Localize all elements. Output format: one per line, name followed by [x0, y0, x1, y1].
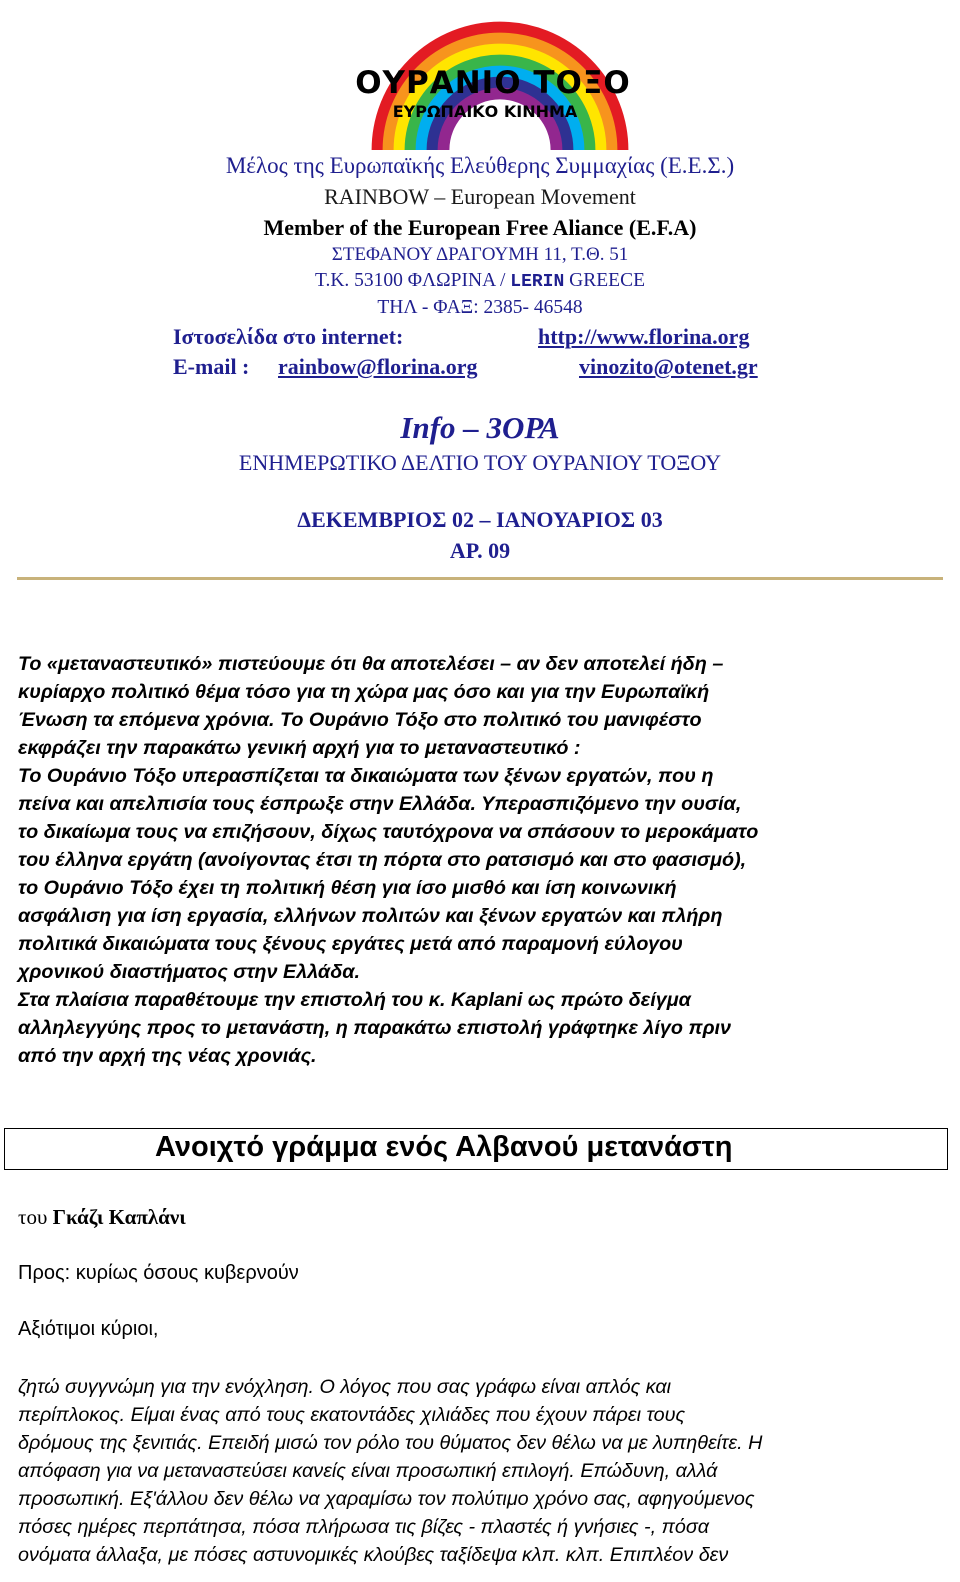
- intro-line: ασφάλιση για ίση εργασία, ελλήνων πολιτών και ξένων εργατών και πλήρη: [18, 905, 723, 927]
- letter-body: [18, 1373, 948, 1569]
- movement-english: RAINBOW – European Movement: [324, 184, 636, 209]
- letter-line: απόφαση για να μεταναστεύσει κανείς είναι προσωπική επιλογή. Επώδυνη, αλλά: [18, 1460, 718, 1482]
- letter-line: προσωπική. Εξ'άλλου δεν θέλω να χαραμίσω τον πολύτιμο χρόνο σας, αφηγούμενος: [18, 1488, 755, 1510]
- intro-line: από την αρχή της νέας χρονιάς.: [18, 1045, 317, 1067]
- phone-fax: ΤΗΛ - ΦΑΞ: 2385- 46548: [377, 297, 583, 318]
- letter-line: περίπλοκος. Είμαι ένας από τους εκατοντάδες χιλιάδες που έχουν πάρει τους: [18, 1404, 686, 1426]
- article-title: Ανοιχτό γράμμα ενός Αλβανού μετανάστη: [155, 1131, 733, 1163]
- intro-line: πείνα και απελπισία τους έσπρωξε στην Ελλάδα. Υπερασπιζόμενο την ουσία,: [18, 793, 742, 815]
- postal-prefix: Τ.Κ. 53100 ΦΛΩΡΙΝΑ /: [314, 270, 511, 291]
- website-label: Ιστοσελίδα στο internet:: [173, 324, 404, 349]
- divider-line: [17, 577, 943, 580]
- intro-line: χρονικού διαστήματος στην Ελλάδα.: [18, 961, 361, 983]
- intro-line: το Ουράνιο Τόξο έχει τη πολιτική θέση για ίσο μισθό και ίση κοινωνική: [18, 877, 677, 899]
- email-link-vinozito[interactable]: vinozito@otenet.gr: [579, 354, 758, 379]
- letter-line: πόσες ημέρες περπάτησα, πόσα πλήρωσα τις βίζες - πλαστές ή γνήσιες -, πόσα: [18, 1516, 710, 1538]
- intro-line: Το «μεταναστευτικό» πιστεύουμε ότι θα αποτελέσει – αν δεν αποτελεί ήδη –: [18, 653, 724, 675]
- intro-line: αλληλεγγύης προς το μετανάστη, η παρακάτω επιστολή γράφτηκε λίγο πριν: [18, 1017, 732, 1039]
- intro-line: Στα πλαίσια παραθέτουμε την επιστολή του κ. Kaplani ως πρώτο δείγμα: [18, 989, 691, 1011]
- intro-line: πολιτικά δικαιώματα τους ξένους εργάτες μετά από παραμονή εύλογου: [18, 933, 683, 955]
- postal-suffix: GREECE: [564, 270, 645, 291]
- postal-address: [0, 270, 960, 292]
- intro-paragraph: [18, 650, 948, 1070]
- intro-line: Ένωση τα επόμενα χρόνια. Το Ουράνιο Τόξο στο πολιτικό του μανιφέστο: [18, 709, 702, 731]
- byline-prefix: του: [18, 1205, 48, 1229]
- article-title-box: [4, 1128, 948, 1170]
- intro-line: το δικαίωμα τους να επιζήσουν, δίχως ταυτόχρονα να σπάσουν το μεροκάματο: [18, 821, 759, 843]
- postal-lerin: LERIN: [510, 272, 565, 292]
- letter-recipient: Προς: κυρίως όσους κυβερνούν: [18, 1262, 299, 1284]
- letter-salutation: Αξιότιμοι κύριοι,: [18, 1318, 159, 1340]
- membership-english: Member of the European Free Aliance (E.F.A): [263, 215, 697, 240]
- intro-line: κυρίαρχο πολιτικό θέμα τόσο για τη χώρα μας όσο και για την Ευρωπαϊκή: [18, 681, 710, 703]
- bulletin-title: Info – 3ΟΡΑ: [400, 410, 560, 445]
- website-link[interactable]: http://www.florina.org: [538, 324, 750, 349]
- letter-line: δρόμους της ξενιτιάς. Επειδή μισώ τον ρόλο του θύματος δεν θέλω να με λυπηθείτε. Η: [18, 1432, 763, 1454]
- article-byline: [18, 1205, 186, 1230]
- intro-line: Το Ουράνιο Τόξο υπερασπίζεται τα δικαιώματα των ξένων εργατών, που η: [18, 765, 714, 787]
- intro-line: του έλληνα εργάτη (ανοίγοντας έτσι τη πόρτα στο ρατσισμό και στο φασισμό),: [18, 849, 747, 871]
- letter-line: ονόματα άλλαξα, με πόσες αστυνομικές κλούβες ταξίδεψα κλπ. κλπ. Επιπλέον δεν: [18, 1544, 729, 1566]
- membership-greek: Μέλος της Ευρωπαϊκής Ελεύθερης Συμμαχίας (Ε.Ε.Σ.): [225, 153, 735, 178]
- logo-title: ΟΥΡΑΝΙΟ ΤΟΞΟ: [355, 65, 631, 101]
- bulletin-subtitle: ΕΝΗΜΕΡΩΤΙΚΟ ΔΕΛΤΙΟ ΤΟΥ ΟΥΡΑΝΙΟΥ ΤΟΞΟΥ: [238, 450, 722, 475]
- email-link-rainbow[interactable]: rainbow@florina.org: [278, 354, 478, 379]
- email-label: E-mail :: [173, 354, 250, 379]
- logo-subtitle: ΕΥΡΩΠΑΙΚΟ ΚΙΝΗΜΑ: [392, 102, 578, 121]
- article-author: Γκάζι Καπλάνι: [52, 1205, 186, 1229]
- rainbow-logo: [340, 0, 640, 160]
- bulletin-period: ΔΕΚΕΜΒΡΙΟΣ 02 – ΙΑΝΟΥΑΡΙΟΣ 03: [297, 507, 663, 532]
- street-address: ΣΤΕΦΑΝΟΥ ΔΡΑΓΟΥΜΗ 11, Τ.Θ. 51: [331, 244, 629, 265]
- intro-line: εκφράζει την παρακάτω γενική αρχή για το μεταναστευτικό :: [18, 737, 581, 759]
- letter-line: ζητώ συγγνώμη για την ενόχληση. Ο λόγος που σας γράφω είναι απλός και: [18, 1376, 672, 1398]
- bulletin-issue: ΑΡ. 09: [449, 538, 511, 563]
